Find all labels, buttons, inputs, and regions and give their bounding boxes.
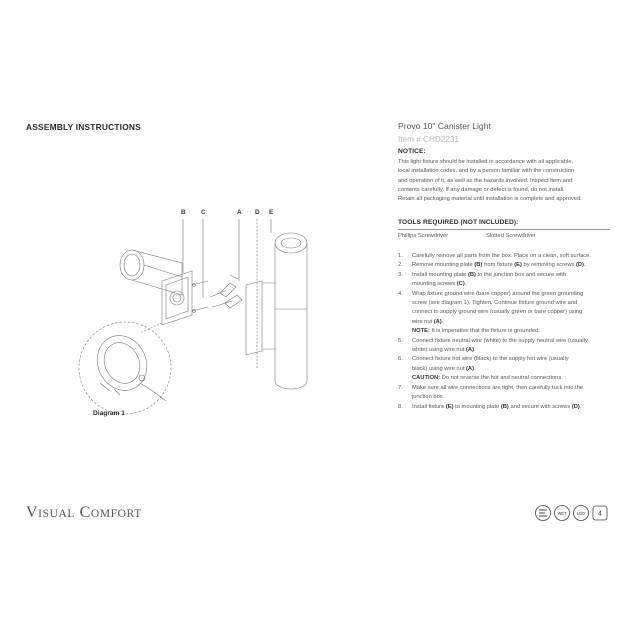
notice-line: contents carefully. If any damage or defect is found, do not install. [398,186,565,193]
step-line [412,252,620,261]
tools-divider [398,229,610,230]
brand-initial-v: V [26,504,39,521]
notice-line: local installation codes, and by a person familiar with the construction [398,168,575,175]
notice-heading: NOTICE: [398,148,426,155]
wet-rated-icon [555,506,570,521]
callout-d: D [255,209,260,216]
product-title: Provo 10" Canister Light [398,121,491,131]
step-number: 7. [398,384,403,391]
step-line [412,374,620,383]
step-line [412,280,620,289]
assembly-step [398,261,620,270]
step-text: connect to supply ground wire (usually green or bare copper) using [412,309,583,316]
page-count-badge [593,506,607,520]
step-text: junction box. [412,394,445,401]
tool-item-slotted-screwdriver: Slotted Screwdriver [486,233,536,239]
brand-initial-c: C [79,504,91,521]
assembly-step [398,355,620,383]
step-emphasis: (A) [466,365,474,372]
assembly-step [398,403,620,412]
step-line [412,290,620,299]
wire-nuts [210,275,242,308]
step-line [412,327,620,336]
step-line [412,299,620,308]
callout-a: A [237,209,242,216]
item-number: Item # CHD2231 [398,135,459,144]
step-text: . [583,262,586,269]
step-text: and secure with screws [508,403,572,410]
step-emphasis: (D) [575,262,584,269]
visual-comfort-logo [26,504,142,522]
step-line [412,271,620,280]
lamp-type-icon [574,506,589,521]
step-line [412,337,620,346]
step-line [412,318,620,327]
callout-c: C [201,209,206,216]
tool-item-phillips-screwdriver: Phillips Screwdriver [398,233,449,239]
step-emphasis: (E) [514,262,522,269]
step-text: from fixture [482,262,515,269]
mounting-plate [162,271,192,325]
step-line [412,393,620,402]
step-line [412,365,620,374]
step-number: 2. [398,262,403,269]
step-text: Install mounting plate [412,271,468,278]
step-line [412,308,620,317]
notice-line: Retain all packaging material until installation is complete and approved. [398,196,582,203]
step-text: . [474,365,476,372]
step-text: It is imperative that the fixture is grounded. [429,328,540,335]
assembly-step [398,252,620,261]
step-text: to the junction box and secure with [475,271,567,278]
diagram-label: Diagram 1 [93,410,125,417]
step-number: 4. [398,290,403,297]
step-text: white) using wire nut [412,347,467,354]
step-number: 8. [398,403,403,410]
step-number: 6. [398,356,403,363]
assembly-steps-list [398,252,620,412]
step-text: Connect fixture hot wire (black) to the supply hot wire (usually [412,356,569,363]
grounding-detail [88,327,166,401]
canister-fixture [246,233,307,389]
step-emphasis: (A) [466,347,474,354]
step-line [412,261,620,270]
step-emphasis: (A) [433,318,442,325]
step-emphasis: (B) [500,403,509,410]
step-text: Connect fixture neutral wire (white) to the supply neutral wire (usually [412,337,588,344]
step-text: wire nut [412,318,434,325]
step-line [412,346,620,355]
assembly-step [398,290,620,337]
fixture-exploded-drawing [70,203,310,423]
assembly-step [398,271,620,290]
step-number: 3. [398,271,403,278]
certification-icons-svg [535,503,615,523]
step-emphasis: CAUTION: [412,375,441,382]
tools-heading: TOOLS REQUIRED (NOT INCLUDED): [398,219,519,226]
mounting-screws [192,281,208,312]
step-emphasis: (C) [456,281,465,288]
step-number: 1. [398,253,403,259]
step-text: . [474,347,476,354]
certification-icons [535,503,615,523]
step-text: black) using wire nut [412,365,467,372]
assembly-step [398,384,620,403]
step-emphasis: (D) [571,403,580,410]
assembly-step [398,337,620,356]
notice-line: and operation of it, as well as the hazards involved. Inspect item and [398,177,573,184]
step-text: Wrap fixture ground wire (bare copper) around the green grounding [412,290,584,297]
brand-word-omfort: OMFORT [90,508,142,520]
callout-b: B [181,209,186,216]
step-text: Make sure all wire connections are tight, then carefully tuck into the [412,384,583,391]
page-count-text: 4 [598,510,602,518]
step-emphasis: (B) [474,262,483,269]
step-text: mounting screws [412,281,457,288]
notice-line: This light fixture should be installed in accordance with all applicable, [398,159,574,165]
step-line [412,384,620,393]
assembly-instructions-heading: ASSEMBLY INSTRUCTIONS [26,122,141,132]
step-emphasis: NOTE: [412,328,430,335]
step-text: . [579,403,582,410]
notice-body [398,158,616,204]
callout-e: E [269,209,274,216]
step-text: to mounting plate [453,403,501,410]
etl-listed-icon [536,506,551,521]
wet-rated-text: WET [557,510,567,516]
step-text: screw (see diagram 1). Tighten. Continue fixture ground wire and [412,300,578,307]
step-text: Remove mounting plate [412,262,475,269]
assembly-diagram [70,203,310,423]
step-text: Do not reverse the hot and neutral connections. [440,375,563,382]
lamp-type-text: LED [576,510,586,516]
step-line [412,403,620,412]
step-emphasis: (E) [445,403,454,410]
step-emphasis: (B) [467,271,476,278]
step-line [412,355,620,364]
step-text: Carefully remove all parts from the box. Place on a clean, soft surface. [412,253,591,259]
brand-word-isual: ISUAL [38,508,76,520]
step-text: . [464,281,467,288]
step-text: by removing screws [521,262,576,269]
junction-box [120,250,182,295]
step-text: Install fixture [412,403,446,410]
step-text: . [441,318,444,325]
grounding-detail-circle [79,322,171,414]
step-number: 5. [398,337,403,344]
